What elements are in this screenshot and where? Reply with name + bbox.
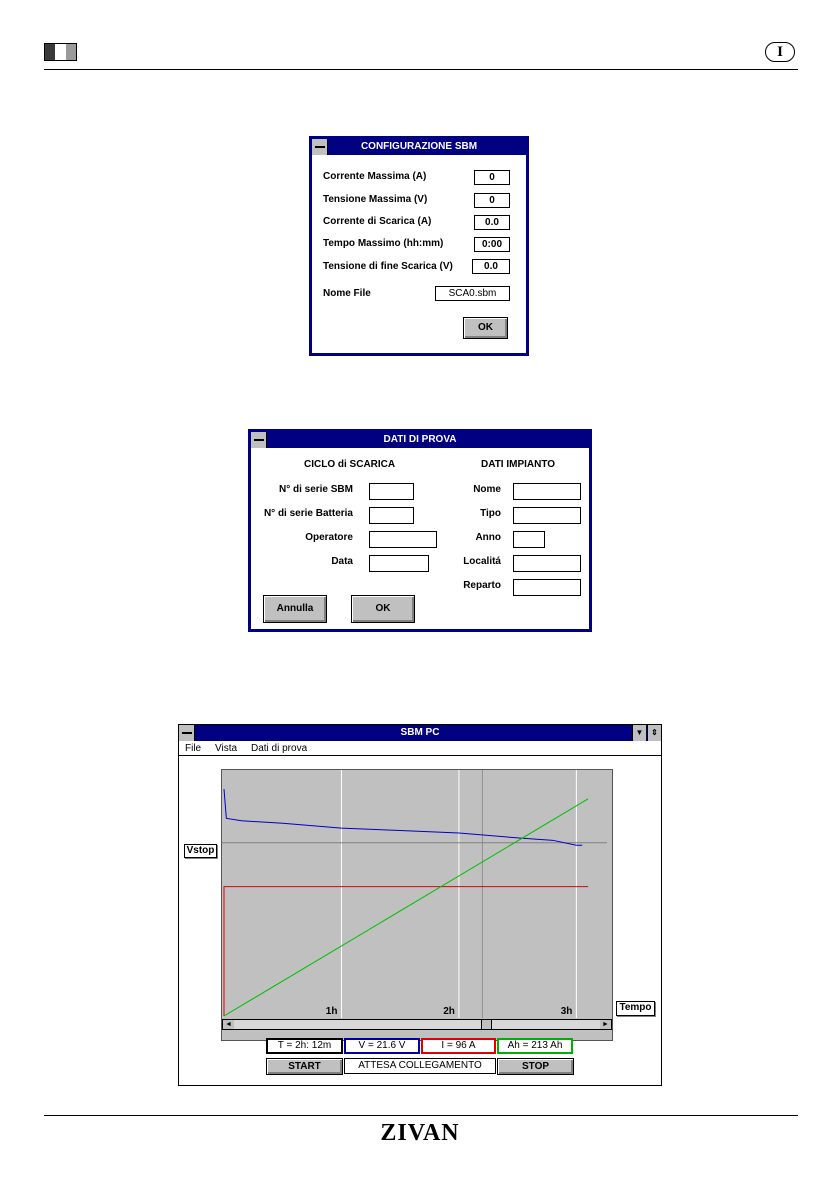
config-field-tempo-massimo[interactable]: 0:00 xyxy=(474,237,510,252)
language-flag-icon xyxy=(44,43,77,61)
scroll-thumb[interactable] xyxy=(481,1020,492,1029)
label-nome: Nome xyxy=(473,484,501,495)
ciclo-scarica-heading: CICLO di SCARICA xyxy=(304,459,396,470)
system-menu-icon[interactable] xyxy=(179,725,195,741)
test-ok-button[interactable]: OK xyxy=(351,595,415,623)
test-data-dialog xyxy=(248,429,592,632)
current-series xyxy=(224,887,588,1016)
start-button[interactable]: START xyxy=(266,1058,343,1075)
main-window-title: SBM PC xyxy=(400,727,440,738)
config-field-tensione-massima[interactable]: 0 xyxy=(474,193,510,208)
restore-icon[interactable]: ⇕ xyxy=(647,725,661,741)
x-tick-label: 3h xyxy=(560,1006,573,1017)
test-dialog-title: DATI DI PROVA xyxy=(383,434,457,445)
label-reparto: Reparto xyxy=(463,580,501,591)
footer-rule xyxy=(44,1115,798,1116)
config-label-corrente-scarica: Corrente di Scarica (A) xyxy=(323,216,432,227)
readout-current: I = 96 A xyxy=(421,1038,496,1054)
main-window-titlebar xyxy=(179,725,661,741)
config-label-tempo-massimo: Tempo Massimo (hh:mm) xyxy=(323,238,444,249)
scroll-right-icon[interactable]: ► xyxy=(600,1020,611,1029)
readout-amp-hours: Ah = 213 Ah xyxy=(497,1038,573,1054)
config-label-corrente-massima: Corrente Massima (A) xyxy=(323,171,427,182)
input-operatore[interactable] xyxy=(369,531,437,548)
config-label-tensione-fine-scarica: Tensione di fine Scarica (V) xyxy=(323,261,453,272)
input-tipo[interactable] xyxy=(513,507,581,524)
voltage-series xyxy=(224,789,582,845)
header-rule xyxy=(44,69,798,70)
input-serie-sbm[interactable] xyxy=(369,483,414,500)
scroll-left-icon[interactable]: ◄ xyxy=(223,1020,234,1029)
input-localita[interactable] xyxy=(513,555,581,572)
readout-time: T = 2h: 12m xyxy=(266,1038,343,1054)
annulla-button[interactable]: Annulla xyxy=(263,595,327,623)
label-tipo: Tipo xyxy=(480,508,501,519)
chart-panel xyxy=(221,769,613,1041)
zivan-logo xyxy=(368,1120,472,1142)
chart-horizontal-scrollbar[interactable] xyxy=(222,1019,612,1030)
menu-vista[interactable]: Vista xyxy=(215,743,238,754)
sbm-pc-window xyxy=(178,724,662,1086)
dati-impianto-heading: DATI IMPIANTO xyxy=(481,459,556,470)
label-serie-batteria: N° di serie Batteria xyxy=(263,508,353,519)
system-menu-icon[interactable] xyxy=(312,139,328,155)
config-dialog xyxy=(309,136,529,356)
menu-file[interactable]: File xyxy=(185,743,202,754)
menu-bar xyxy=(179,742,661,756)
x-tick-label: 1h xyxy=(325,1006,338,1017)
config-field-corrente-massima[interactable]: 0 xyxy=(474,170,510,185)
x-tick-label: 2h xyxy=(443,1006,455,1017)
logo-text: ZIVAN xyxy=(380,1120,460,1142)
language-badge: I xyxy=(765,42,795,62)
discharge-chart xyxy=(222,770,612,1018)
config-label-tensione-massima: Tensione Massima (V) xyxy=(323,194,428,205)
input-serie-batteria[interactable] xyxy=(369,507,414,524)
input-anno[interactable] xyxy=(513,531,545,548)
config-dialog-title: CONFIGURAZIONE SBM xyxy=(360,141,478,152)
menu-dati-di-prova[interactable]: Dati di prova xyxy=(251,743,308,754)
vstop-label: Vstop xyxy=(184,844,217,858)
label-operatore: Operatore xyxy=(305,532,353,543)
connection-status: ATTESA COLLEGAMENTO xyxy=(344,1058,496,1074)
input-data[interactable] xyxy=(369,555,429,572)
config-ok-button[interactable]: OK xyxy=(463,317,508,339)
config-field-nome-file[interactable]: SCA0.sbm xyxy=(435,286,510,301)
input-nome[interactable] xyxy=(513,483,581,500)
amp-hours-series xyxy=(224,799,588,1016)
tempo-label: Tempo xyxy=(616,1001,655,1016)
config-field-tensione-fine-scarica[interactable]: 0.0 xyxy=(472,259,510,274)
label-serie-sbm: N° di serie SBM xyxy=(278,484,353,495)
config-label-nome-file: Nome File xyxy=(323,288,371,299)
config-dialog-titlebar xyxy=(312,139,526,155)
label-data: Data xyxy=(331,556,353,567)
readout-voltage: V = 21.6 V xyxy=(344,1038,420,1054)
stop-button[interactable]: STOP xyxy=(497,1058,574,1075)
input-reparto[interactable] xyxy=(513,579,581,596)
system-menu-icon[interactable] xyxy=(251,432,267,448)
label-localita: Localitá xyxy=(463,556,501,567)
config-field-corrente-scarica[interactable]: 0.0 xyxy=(474,215,510,230)
minimize-icon[interactable]: ▼ xyxy=(632,725,646,741)
label-anno: Anno xyxy=(475,532,501,543)
test-dialog-titlebar xyxy=(251,432,589,448)
